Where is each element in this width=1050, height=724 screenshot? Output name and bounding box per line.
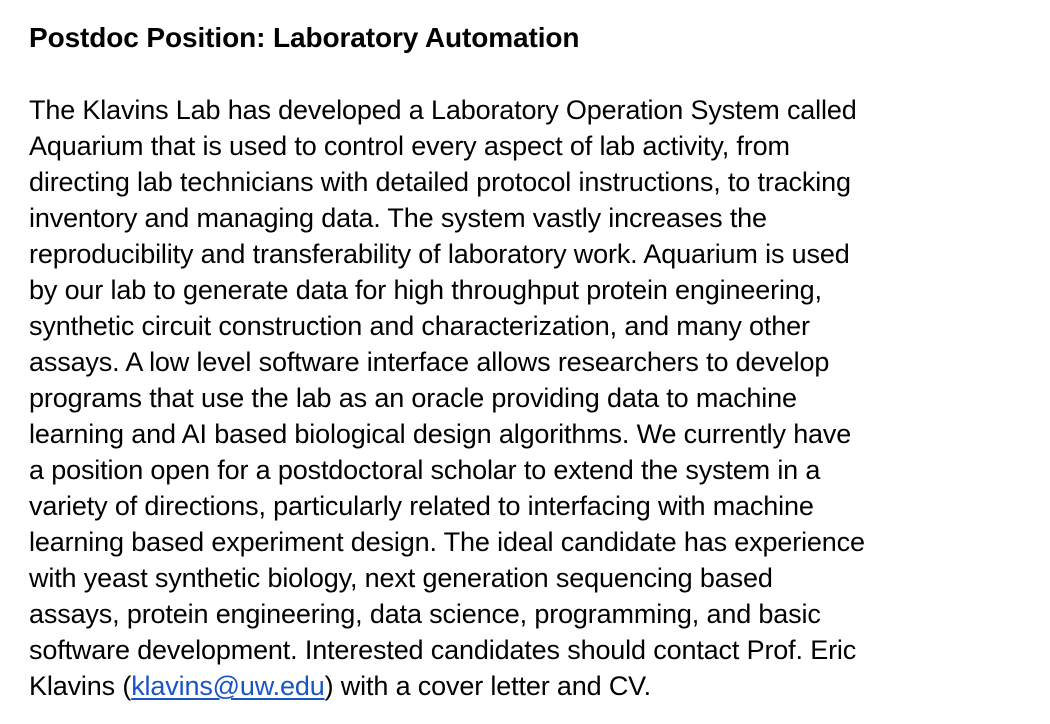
text-line: programs that use the lab as an oracle providing data to machine [29, 383, 797, 413]
text-line: by our lab to generate data for high throughput protein engineering, [29, 275, 822, 305]
text-line: reproducibility and transferability of laboratory work. Aquarium is used [29, 239, 850, 269]
body-paragraph [29, 92, 1036, 704]
text-line: learning and AI based biological design algorithms. We currently have [29, 419, 852, 449]
text-line: directing lab technicians with detailed protocol instructions, to tracking [29, 167, 851, 197]
text-line: with yeast synthetic biology, next generation sequencing based [29, 563, 773, 593]
page-title: Postdoc Position: Laboratory Automation [29, 22, 580, 53]
text-line: a position open for a postdoctoral scholar to extend the system in a [29, 455, 821, 485]
text-line: inventory and managing data. The system vastly increases the [29, 203, 767, 233]
text-line: assays. A low level software interface allows researchers to develop [29, 347, 830, 377]
email-link[interactable]: klavins@uw.edu [131, 671, 325, 701]
text-line: synthetic circuit construction and characterization, and many other [29, 311, 810, 341]
text-line: The Klavins Lab has developed a Laboratory Operation System called [29, 95, 857, 125]
text-line: variety of directions, particularly related to interfacing with machine [29, 491, 814, 521]
text-line: learning based experiment design. The ideal candidate has experience [29, 527, 865, 557]
contact-suffix: ) with a cover letter and CV. [324, 671, 651, 701]
text-line: Aquarium that is used to control every aspect of lab activity, from [29, 131, 790, 161]
text-line-last [29, 668, 1036, 704]
text-line: software development. Interested candidates should contact Prof. Eric [29, 635, 857, 665]
contact-prefix: Klavins ( [29, 671, 132, 701]
text-line: assays, protein engineering, data science, programming, and basic [29, 599, 821, 629]
